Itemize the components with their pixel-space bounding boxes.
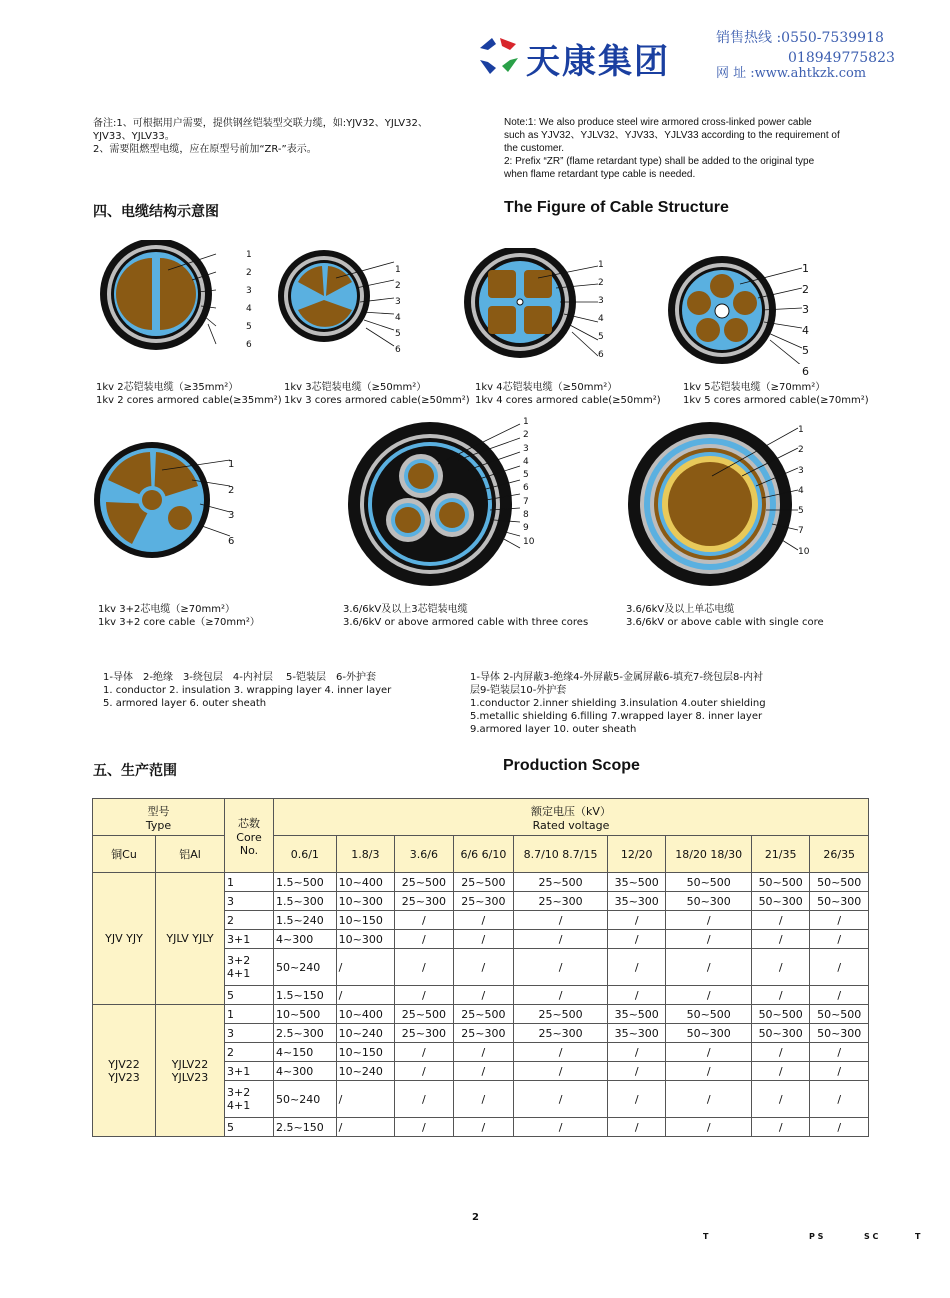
table-cell: /: [666, 1118, 751, 1137]
table-cell: /: [336, 1118, 395, 1137]
table-cell: 50~300: [666, 1024, 751, 1043]
callout-number: 1: [798, 425, 804, 435]
cable-diagram-2core: [98, 240, 263, 350]
caption-en: 3.6/6kV or above cable with single core: [626, 617, 824, 628]
footer-letter: T: [915, 1232, 921, 1241]
legend-line: 1-导体 2-内屏蔽3-绝缘4-外屏蔽5-金属屏蔽6-填充7-绕包层8-内衬: [470, 672, 763, 683]
legend-line: 5. armored layer 6. outer sheath: [103, 698, 267, 709]
callout-number: 1: [802, 262, 809, 275]
table-cell: 25~300: [514, 892, 608, 911]
fig7-caption: [626, 603, 824, 629]
callout-number: 4: [598, 314, 604, 324]
fig4-labels: [802, 259, 809, 382]
callout-number: 5: [798, 506, 804, 517]
header-al: 铝Al: [156, 836, 225, 873]
section5-title-cn: 五、生产范围: [93, 763, 177, 779]
table-cell: 25~300: [453, 1024, 514, 1043]
header-core-en: Core: [236, 830, 262, 844]
table-row: [93, 873, 869, 892]
fig5-caption: [98, 603, 260, 629]
table-cell: 50~500: [810, 873, 869, 892]
table-cell: /: [607, 1081, 666, 1118]
callout-number: 1: [523, 417, 529, 427]
fig6-labels: [523, 416, 534, 549]
table-cell: 50~500: [666, 873, 751, 892]
core-count: 3+1: [225, 930, 274, 949]
caption-cn: 3.6/6kV及以上单芯电缆: [626, 604, 735, 615]
table-cell: /: [514, 1118, 608, 1137]
table-cell: /: [810, 1062, 869, 1081]
header-core-en: No.: [239, 843, 259, 857]
note-cn-line: YJV33、YJLV33。: [93, 131, 175, 142]
table-cell: 25~300: [453, 892, 514, 911]
table-cell: /: [395, 1043, 454, 1062]
table-cell: /: [514, 1062, 608, 1081]
callout-number: 4: [246, 304, 252, 314]
table-cell: 10~150: [336, 1043, 395, 1062]
fig1-caption: [96, 381, 282, 407]
header-cu: 铜Cu: [93, 836, 156, 873]
header-voltage-1: 1.8/3: [336, 836, 395, 873]
table-cell: /: [453, 1062, 514, 1081]
callout-number: 5: [802, 344, 809, 357]
table-cell: /: [453, 930, 514, 949]
callout-number: 1: [228, 459, 235, 470]
core-count: 2: [225, 911, 274, 930]
header-voltage-7: 21/35: [751, 836, 810, 873]
table-cell: /: [395, 986, 454, 1005]
caption-en: 3.6/6kV or above armored cable with three cores: [343, 617, 589, 628]
callout-number: 1: [395, 265, 401, 275]
table-cell: 50~500: [810, 1005, 869, 1024]
header-voltage-8: 26/35: [810, 836, 869, 873]
callout-number: 6: [395, 345, 401, 355]
table-cell: /: [607, 911, 666, 930]
table-cell: /: [751, 949, 810, 986]
table-cell: 50~240: [274, 1081, 337, 1118]
caption-en: 1kv 4 cores armored cable(≥50mm²): [475, 395, 661, 406]
table-cell: 50~300: [751, 892, 810, 911]
header-voltage-cn: 额定电压（kV）: [531, 804, 611, 818]
header-core-cn: 芯数: [238, 816, 260, 830]
table-cell: /: [453, 949, 514, 986]
sales-hotline: 销售热线 :0550-7539918: [716, 30, 884, 46]
table-cell: /: [666, 930, 751, 949]
section4-title-en: The Figure of Cable Structure: [504, 199, 729, 216]
model-cu: YJV22 YJV23: [93, 1005, 156, 1137]
table-cell: 35~300: [607, 892, 666, 911]
table-cell: /: [336, 949, 395, 986]
callout-number: 5: [395, 329, 401, 339]
table-cell: /: [607, 1118, 666, 1137]
note-en-line: when flame retardant type cable is needed.: [504, 169, 696, 180]
company-logo: [476, 36, 522, 76]
callout-number: 7: [798, 526, 804, 537]
table-cell: /: [810, 986, 869, 1005]
callout-number: 5: [523, 470, 529, 481]
table-cell: /: [395, 1062, 454, 1081]
caption-en: 1kv 3+2 core cable（≥70mm²）: [98, 617, 260, 628]
core-count: 5: [225, 986, 274, 1005]
table-cell: /: [514, 911, 608, 930]
table-body: [93, 799, 869, 1137]
table-cell: /: [751, 1062, 810, 1081]
fig2-caption: [284, 381, 470, 407]
table-cell: /: [810, 930, 869, 949]
fig5-labels: [228, 452, 234, 554]
note-en-line: the customer.: [504, 143, 565, 154]
table-cell: 25~500: [453, 873, 514, 892]
table-cell: /: [607, 1043, 666, 1062]
caption-en: 1kv 3 cores armored cable(≥50mm²): [284, 395, 470, 406]
table-cell: /: [810, 1043, 869, 1062]
table-cell: 50~500: [751, 873, 810, 892]
table-cell: /: [666, 911, 751, 930]
callout-number: 3: [798, 465, 804, 476]
table-cell: /: [453, 1043, 514, 1062]
table-cell: /: [336, 986, 395, 1005]
table-cell: 4~300: [274, 1062, 337, 1081]
legend-line: 9.armored layer 10. outer sheath: [470, 724, 637, 735]
table-cell: /: [810, 1081, 869, 1118]
company-name: 天康集团: [526, 42, 670, 82]
table-cell: 50~500: [751, 1005, 810, 1024]
callout-number: 6: [246, 340, 252, 350]
table-cell: 10~400: [336, 873, 395, 892]
callout-number: 6: [523, 483, 529, 494]
header-voltage-2: 3.6/6: [395, 836, 454, 873]
callout-number: 4: [798, 485, 804, 496]
website: 网 址 :www.ahtkzk.com: [716, 66, 867, 81]
table-cell: /: [395, 1081, 454, 1118]
model-al: YJLV22 YJLV23: [156, 1005, 225, 1137]
table-cell: 4~300: [274, 930, 337, 949]
table-cell: 35~300: [607, 1024, 666, 1043]
callout-number: 3: [598, 296, 604, 306]
table-cell: /: [453, 1118, 514, 1137]
table-cell: 25~300: [514, 1024, 608, 1043]
table-cell: /: [453, 986, 514, 1005]
cable-diagram-hv-3core: [348, 420, 528, 588]
table-cell: /: [666, 949, 751, 986]
note-cn-line: 备注:1、可根据用户需要，提供钢丝铠装型交联力缆，如:YJV32、YJLV32、: [93, 118, 428, 129]
callout-number: 2: [395, 281, 401, 291]
table-cell: 1.5~150: [274, 986, 337, 1005]
page-number: 2: [472, 1212, 479, 1223]
header-voltage-5: 12/20: [607, 836, 666, 873]
table-cell: /: [514, 986, 608, 1005]
callout-number: 9: [523, 523, 529, 534]
cable-diagram-3core: [276, 248, 396, 348]
table-cell: 50~300: [751, 1024, 810, 1043]
table-cell: 2.5~150: [274, 1118, 337, 1137]
table-cell: 10~500: [274, 1005, 337, 1024]
caption-cn: 1kv 3芯铠装电缆（≥50mm²）: [284, 382, 427, 393]
caption-cn: 1kv 3+2芯电缆（≥70mm²）: [98, 604, 235, 615]
callout-number: 7: [523, 496, 529, 507]
legend-line: 1. conductor 2. insulation 3. wrapping layer 4. inner layer: [103, 685, 392, 696]
footer-letter: S C: [864, 1232, 879, 1241]
table-cell: 10~240: [336, 1024, 395, 1043]
cable-diagram-single-core: [622, 420, 812, 590]
callout-number: 3: [802, 303, 809, 316]
table-cell: 25~500: [514, 873, 608, 892]
legend-line: 层9-铠装层10-外护套: [470, 685, 567, 696]
callout-number: 1: [246, 250, 252, 260]
table-cell: 25~300: [395, 892, 454, 911]
table-cell: /: [751, 911, 810, 930]
cable-diagram-4core: [462, 248, 602, 358]
note-en-line: Note:1: We also produce steel wire armored cross-linked power cable: [504, 117, 812, 128]
table-row: [93, 1005, 869, 1024]
table-cell: 1.5~240: [274, 911, 337, 930]
legend-line: 5.metallic shielding 6.filling 7.wrapped layer 8. inner layer: [470, 711, 763, 722]
caption-cn: 1kv 2芯铠装电缆（≥35mm²）: [96, 382, 239, 393]
table-cell: /: [514, 1043, 608, 1062]
table-cell: /: [453, 911, 514, 930]
table-cell: 25~300: [395, 1024, 454, 1043]
table-cell: /: [810, 911, 869, 930]
legend-right: [470, 671, 766, 736]
table-cell: /: [607, 930, 666, 949]
table-cell: /: [751, 986, 810, 1005]
callout-number: 5: [598, 332, 604, 342]
callout-number: 3: [395, 297, 401, 307]
table-cell: /: [666, 1081, 751, 1118]
caption-cn: 1kv 5芯铠装电缆（≥70mm²）: [683, 382, 826, 393]
callout-number: 3: [246, 286, 252, 296]
table-cell: /: [514, 1081, 608, 1118]
table-cell: 2.5~300: [274, 1024, 337, 1043]
fig6-caption: [343, 603, 588, 629]
fig1-labels: [246, 246, 252, 354]
table-cell: 10~150: [336, 911, 395, 930]
callout-number: 10: [798, 546, 810, 557]
table-cell: /: [395, 949, 454, 986]
table-cell: 35~500: [607, 873, 666, 892]
table-cell: 25~500: [514, 1005, 608, 1024]
production-scope-table: [92, 798, 869, 1137]
header-voltage-0: 0.6/1: [274, 836, 337, 873]
footer-letter: P S: [809, 1232, 824, 1241]
caption-cn: 3.6/6kV及以上3芯铠装电缆: [343, 604, 468, 615]
table-cell: 25~500: [453, 1005, 514, 1024]
header-type-en: Type: [145, 818, 172, 832]
table-cell: /: [666, 986, 751, 1005]
table-cell: 50~300: [666, 892, 751, 911]
core-count: 3+1: [225, 1062, 274, 1081]
table-cell: 50~500: [666, 1005, 751, 1024]
header-voltage-6: 18/20 18/30: [666, 836, 751, 873]
callout-number: 2: [246, 268, 252, 278]
table-cell: 1.5~500: [274, 873, 337, 892]
fig2-labels: [395, 262, 401, 358]
table-cell: 1.5~300: [274, 892, 337, 911]
footer-letter: T: [703, 1232, 709, 1241]
legend-line: 1.conductor 2.inner shielding 3.insulation 4.outer shielding: [470, 698, 766, 709]
cable-diagram-3plus2: [92, 440, 242, 560]
table-cell: /: [810, 949, 869, 986]
header-type: [93, 799, 225, 836]
table-cell: /: [395, 930, 454, 949]
table-cell: 10~300: [336, 930, 395, 949]
legend-left: [103, 671, 391, 710]
core-count: 1: [225, 1005, 274, 1024]
table-cell: /: [395, 1118, 454, 1137]
logo-icon: [476, 36, 522, 76]
header-voltage-3: 6/6 6/10: [453, 836, 514, 873]
callout-number: 3: [228, 510, 235, 521]
callout-number: 4: [802, 323, 809, 337]
table-header-row: [93, 799, 869, 836]
callout-number: 6: [598, 350, 604, 360]
callout-number: 6: [802, 364, 809, 378]
table-cell: 50~300: [810, 892, 869, 911]
table-cell: 25~500: [395, 873, 454, 892]
table-cell: /: [395, 911, 454, 930]
header-type-cn: 型号: [147, 804, 170, 818]
table-cell: /: [607, 1062, 666, 1081]
table-cell: /: [751, 930, 810, 949]
fig7-labels: [798, 420, 809, 562]
model-al: YJLV YJLY: [156, 873, 225, 1005]
table-cell: /: [666, 1062, 751, 1081]
core-count: 5: [225, 1118, 274, 1137]
model-cu: YJV YJY: [93, 873, 156, 1005]
core-count: 1: [225, 873, 274, 892]
table-cell: 4~150: [274, 1043, 337, 1062]
core-count: 2: [225, 1043, 274, 1062]
table-cell: /: [607, 949, 666, 986]
table-cell: /: [453, 1081, 514, 1118]
caption-en: 1kv 2 cores armored cable(≥35mm²): [96, 395, 282, 406]
table-cell: /: [810, 1118, 869, 1137]
notes-en: [504, 116, 884, 181]
phone-number: 018949775823: [788, 50, 895, 66]
header-core: [225, 799, 274, 873]
table-cell: /: [666, 1043, 751, 1062]
callout-number: 8: [523, 510, 529, 521]
cable-diagram-5core: [666, 254, 806, 364]
header-voltage-4: 8.7/10 8.7/15: [514, 836, 608, 873]
fig3-labels: [598, 256, 604, 364]
section5-title-en: Production Scope: [503, 757, 640, 774]
table-cell: /: [751, 1081, 810, 1118]
table-cell: 10~300: [336, 892, 395, 911]
table-cell: /: [336, 1081, 395, 1118]
legend-line: 1-导体 2-绝缘 3-绕包层 4-内衬层 5-铠装层 6-外护套: [103, 672, 377, 683]
callout-number: 2: [598, 278, 604, 288]
callout-number: 2: [798, 445, 804, 456]
callout-number: 2: [523, 430, 529, 441]
table-cell: 35~500: [607, 1005, 666, 1024]
table-cell: /: [751, 1043, 810, 1062]
core-count: 3: [225, 892, 274, 911]
table-cell: 10~240: [336, 1062, 395, 1081]
section4-title-cn: 四、电缆结构示意图: [93, 204, 219, 220]
note-en-line: 2: Prefix “ZR” (flame retardant type) shall be added to the original type: [504, 156, 815, 167]
callout-number: 10: [523, 536, 535, 547]
callout-number: 3: [523, 443, 529, 454]
callout-number: 6: [228, 535, 235, 547]
table-cell: 50~300: [810, 1024, 869, 1043]
header-voltage-en: Rated voltage: [532, 818, 610, 832]
table-cell: /: [751, 1118, 810, 1137]
fig4-caption: [683, 381, 869, 407]
fig3-caption: [475, 381, 661, 407]
core-count: 3: [225, 1024, 274, 1043]
callout-number: 1: [598, 260, 604, 270]
table-cell: 10~400: [336, 1005, 395, 1024]
table-cell: 50~240: [274, 949, 337, 986]
table-cell: /: [607, 986, 666, 1005]
callout-number: 4: [395, 313, 401, 323]
header-voltage: [274, 799, 869, 836]
note-en-line: such as YJV32、YJLV32、YJV33、YJLV33 according to the requirement of: [504, 130, 840, 141]
core-count: 3+2 4+1: [225, 1081, 274, 1118]
table-cell: /: [514, 949, 608, 986]
table-cell: /: [514, 930, 608, 949]
table-header-row: [93, 836, 869, 873]
notes-cn: [93, 117, 473, 156]
callout-number: 4: [523, 456, 529, 467]
table-cell: 25~500: [395, 1005, 454, 1024]
callout-number: 2: [228, 484, 235, 496]
core-count: 3+2 4+1: [225, 949, 274, 986]
caption-cn: 1kv 4芯铠装电缆（≥50mm²）: [475, 382, 618, 393]
callout-number: 2: [802, 282, 809, 296]
caption-en: 1kv 5 cores armored cable(≥70mm²): [683, 395, 869, 406]
callout-number: 5: [246, 322, 252, 332]
note-cn-line: 2、需要阻燃型电缆，应在原型号前加“ZR-”表示。: [93, 144, 317, 155]
